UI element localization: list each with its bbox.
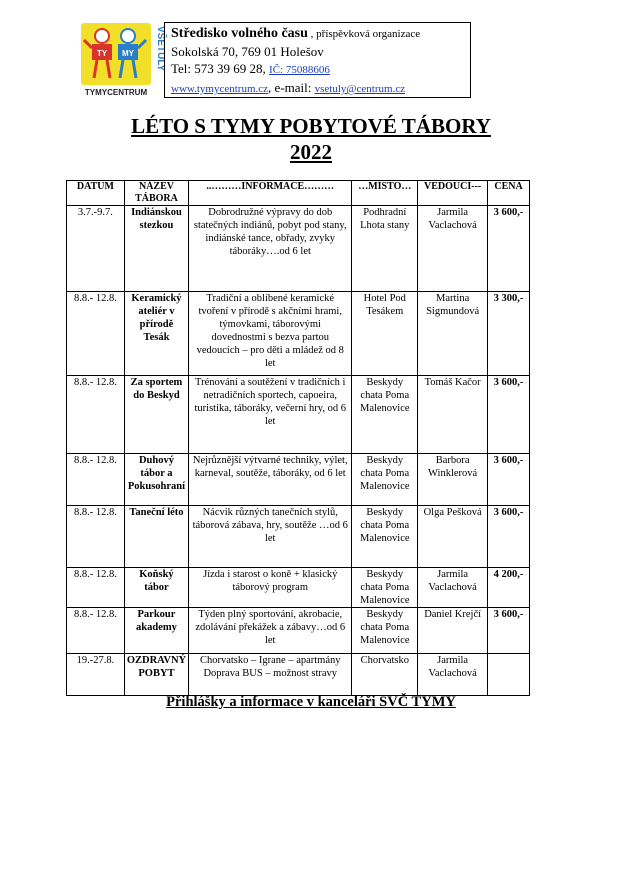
cell-misto: Chorvatsko: [352, 654, 418, 696]
cell-cena: 3 600,-: [488, 206, 530, 292]
header-misto: …MÍSTO…: [352, 181, 418, 206]
table-row: [67, 608, 530, 654]
header-cena: CENA: [488, 181, 530, 206]
cell-cena: 3 600,-: [488, 506, 530, 568]
org-suffix: , příspěvková organizace: [307, 28, 421, 40]
org-name: Středisko volného času: [171, 26, 308, 41]
cell-misto: Hotel Pod Tesákem: [352, 292, 418, 376]
email-label: , e-mail:: [268, 80, 312, 95]
cell-informace: Týden plný sportování, akrobacie, zdolávání překážek a zábavy…od 6 let: [189, 608, 352, 654]
cell-cena: [488, 654, 530, 696]
cell-datum: 8.8.- 12.8.: [67, 506, 125, 568]
cell-nazev: Keramický ateliér v přírodě Tesák: [124, 292, 188, 376]
cell-vedouci: Jarmila Vaclachová: [418, 568, 488, 608]
cell-cena: 3 600,-: [488, 376, 530, 454]
page-year: 2022: [290, 140, 332, 164]
cell-nazev: Parkour akademy: [124, 608, 188, 654]
tymycentrum-logo: [80, 22, 166, 98]
cell-vedouci: Daniel Krejčí: [418, 608, 488, 654]
cell-vedouci: Tomáš Kačor: [418, 376, 488, 454]
header-nazev: NÁZEV TÁBORA: [124, 181, 188, 206]
table-header-row: [67, 181, 530, 206]
cell-datum: 8.8.- 12.8.: [67, 376, 125, 454]
cell-vedouci: Jarmila Vaclachová: [418, 654, 488, 696]
logo-my-text: MY: [122, 49, 134, 58]
cell-nazev: OZDRAVNÝ POBYT: [124, 654, 188, 696]
cell-misto: Beskydy chata Poma Malenovice: [352, 376, 418, 454]
cell-misto: Beskydy chata Poma Malenovice: [352, 568, 418, 608]
cell-cena: 3 600,-: [488, 608, 530, 654]
logo-graphic: [80, 22, 166, 98]
logo-bottom-text: TYMYCENTRUM: [84, 88, 148, 97]
org-name-line: [171, 25, 464, 43]
cell-vedouci: Martina Sigmundová: [418, 292, 488, 376]
cell-nazev: Indiánskou stezkou: [124, 206, 188, 292]
cell-informace: Nácvik různých tanečních stylů, táborová zábava, hry, soutěže …od 6 let: [189, 506, 352, 568]
web-line: [171, 79, 464, 98]
cell-vedouci: Jarmila Vaclachová: [418, 206, 488, 292]
cell-informace: Nejrůznější výtvarné techniky, výlet, karneval, soutěže, táboráky, od 6 let: [189, 454, 352, 506]
website-link[interactable]: www.tymycentrum.cz: [171, 83, 269, 95]
phone: Tel: 573 39 69 28,: [171, 61, 266, 76]
cell-nazev: Taneční léto: [124, 506, 188, 568]
cell-datum: 8.8.- 12.8.: [67, 608, 125, 654]
email-link[interactable]: vsetuly@centrum.cz: [314, 83, 406, 95]
table-row: [67, 292, 530, 376]
registration-note: Přihlášky a informace v kanceláři SVČ TYMY: [166, 694, 456, 710]
cell-misto: Beskydy chata Poma Malenovice: [352, 506, 418, 568]
cell-cena: 3 300,-: [488, 292, 530, 376]
cell-misto: Beskydy chata Poma Malenovice: [352, 608, 418, 654]
header-datum: DATUM: [67, 181, 125, 206]
cell-nazev: Za sportem do Beskyd: [124, 376, 188, 454]
cell-vedouci: Olga Pešková: [418, 506, 488, 568]
cell-nazev: Duhový tábor a Pokusohraní: [124, 454, 188, 506]
table-row: [67, 376, 530, 454]
cell-datum: 8.8.- 12.8.: [67, 454, 125, 506]
logo-side-text: VŠETULY: [155, 26, 166, 72]
table-row: [67, 568, 530, 608]
cell-informace: Jízda i starost o koně + klasický táborový program: [189, 568, 352, 608]
table-row: [67, 454, 530, 506]
cell-datum: 3.7.-9.7.: [67, 206, 125, 292]
cell-nazev: Koňský tábor: [124, 568, 188, 608]
table-row: [67, 654, 530, 696]
ico-link[interactable]: IČ: 75088606: [269, 64, 330, 76]
cell-datum: 19.-27.8.: [67, 654, 125, 696]
cell-informace: Chorvatsko – Igrane – apartmány Doprava BUS – možnost stravy: [189, 654, 352, 696]
cell-informace: Trénování a soutěžení v tradičních i netradičních sportech, capoeira, turistika, táboráky, večerní hry, od 6 let: [189, 376, 352, 454]
cell-misto: Podhradní Lhota stany: [352, 206, 418, 292]
table-row: [67, 506, 530, 568]
contact-line: [171, 60, 464, 79]
cell-cena: 4 200,-: [488, 568, 530, 608]
camps-table: [66, 180, 530, 696]
table-row: [67, 206, 530, 292]
organization-header: [164, 22, 471, 98]
cell-vedouci: Barbora Winklerová: [418, 454, 488, 506]
cell-cena: 3 600,-: [488, 454, 530, 506]
cell-datum: 8.8.- 12.8.: [67, 292, 125, 376]
header-informace: ..………INFORMACE………: [189, 181, 352, 206]
logo-ty-text: TY: [96, 49, 108, 58]
cell-misto: Beskydy chata Poma Malenovice: [352, 454, 418, 506]
cell-informace: Dobrodružné výpravy do dob statečných indiánů, pobyt pod stany, indiánské tance, obřady, zvyky táboráky….od 6 let: [189, 206, 352, 292]
cell-datum: 8.8.- 12.8.: [67, 568, 125, 608]
cell-informace: Tradiční a oblíbené keramické tvoření v přírodě s akčními hrami, týmovkami, táborovými dovednostmi s bezva partou vedoucích – pro děti a mládež od 8 let: [189, 292, 352, 376]
address: Sokolská 70, 769 01 Holešov: [171, 44, 324, 59]
header-vedouci: VEDOUCÍ---: [418, 181, 488, 206]
page-title: LÉTO S TYMY POBYTOVÉ TÁBORY: [131, 114, 491, 138]
